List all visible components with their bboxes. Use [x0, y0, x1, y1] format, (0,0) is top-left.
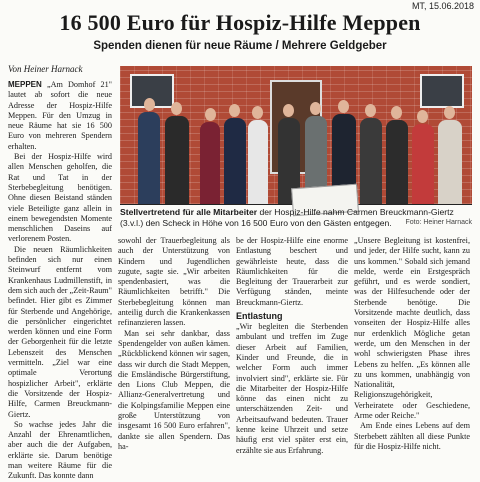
paragraph: So wachse jedes Jahr die Anzahl der Ehrenamtlichen, aber auch die der Aufgaben, erklärte sie. Darum benötige man weitere Räume für die Zukunft. Das konnte dann [8, 419, 112, 481]
paragraph: „Am Domhof 21" lautet ab sofort die neue Adresse der Hospiz-Hilfe Meppen. Für den Umzug in neue Räume hat sie 16 500 Euro von mehreren Spendern erhalten. [8, 80, 112, 151]
paragraph: „Wir begleiten die Sterbenden ambulant und treffen im Zuge dieser Arbeit auf Familien, Kinder und Freunde, die in welcher Form auch immer involviert sind", erklärte sie. Für die Mitarbeiter der Hospiz-Hilfe könne das einen nicht zu unterschätzenden Zeit- und Arbeitsaufwand bedeuten. Trauer kenne keine Uhrzeit und setze häufig erst viel später erst ein, erzählte sie aus Erfahrung. [236, 322, 348, 455]
column-3 [236, 236, 348, 464]
caption-text: der Hospiz-Hilfe nahm Carmen Breuckmann-Giertz (3.v.l.) den Scheck in Höhe von 16 500 Euro von den Gästen entgegen. [120, 207, 454, 228]
section-heading: Entlastung [236, 311, 283, 322]
caption-lead: Stellvertretend für alle Mitarbeiter [120, 207, 258, 217]
column-1 [8, 80, 112, 481]
column-2 [118, 236, 230, 464]
paragraph: Am Ende eines Lebens auf dem Sterbebett zählten all diese Punkte für die Hospiz-Hilfe nicht. [354, 421, 470, 451]
paragraph: Die neuen Räumlichkeiten befinden sich nur einen Steinwurf entfernt vom Krankenhaus Ludmillenstift, in dem sich auch der „Zeit-Raum" befindet. Hier gibt es Zimmer für Sterbende und Angehörige, die persönlicher eingerichtet werden können und eine Form der Geborgenheit für die letzte Lebenszeit des Menschen vermitteln. „Ziel war eine optimale Verortung hospizlicher Arbeit", erklärte die Vorsitzende der Hospiz-Hilfe, Carmen Breuckmann-Giertz. [8, 244, 112, 419]
subheadline: Spenden dienen für neue Räume / Mehrere Geldgeber [93, 40, 387, 52]
date-line: MT, 15.06.2018 [411, 1, 474, 11]
dateline: MEPPEN [8, 80, 42, 89]
paragraph: be der Hospiz-Hilfe eine enorme Entlastung beschert und gewährleiste heute, dass die Räumlichkeiten für die Begleitung der Trauerarbeit zur Verfügung ständen, meinte Breuckmann-Giertz. [236, 236, 348, 307]
news-photo [120, 66, 472, 205]
source-tag: MT [411, 1, 424, 11]
author-line: Von Heiner Harnack [8, 64, 83, 74]
photo-credit: Foto: Heiner Harnack [405, 219, 472, 226]
paragraph: Man sei sehr dankbar, dass Spendengelder von außen kämen. „Rückblickend können wir sagen, dass wir durch die Stadt Meppen, die Emsländische Bürgerstiftung, den Lions Club Meppen, die Allianz-Generalvertretung und die Kolpingsfamilie Meppen eine große Unterstützung von insgesamt 16 500 Euro erfahren", dankte sie allen Spendern. Das ha- [118, 328, 230, 451]
window-right [420, 74, 464, 108]
paragraph: sowohl der Trauerbegleitung als auch der Unterstützung von Kindern und Jugendlichen zugute, sagte sie. „Wir arbeiten spendenbasiert, was die Räumlichkeiten betrifft." Die Sterbebegleitung können man anteilig durch die Krankenkassen refinanzieren lassen. [118, 236, 230, 328]
column-4 [354, 236, 470, 464]
publish-date: 15.06.2018 [428, 1, 474, 11]
paragraph: „Unsere Begleitung ist kostenfrei, und jeder, der Hilfe sucht, kann zu uns kommen." Sobald sich jemand melde, werde ein Erstgespräch geführt, und es werde sondiert, was der Hilfesuchende oder der Sterbende benötige. Die Vorsitzende machte deutlich, dass vonseiten der Hospiz-Hilfe alles nur erdenklich Mögliche getan werde, um den Menschen in der wohl schwierigsten Phase ihres Lebens zu helfen. „Es können alle zu uns kommen, unabhängig von Nationalität, Religionszugehörigkeit, Verheiratete oder Geschiedene, Arme oder Reiche." [354, 236, 470, 421]
paragraph: Bei der Hospiz-Hilfe wird allen Menschen geholfen, die Rat und Tat in der Sterbebegleitung benötigen. Ohne diesen Beistand ständen viele Beteiligte ganz allein in einem bewegendsten Momente menschlichen Daseins auf verlorenem Posten. [8, 152, 112, 244]
headline: 16 500 Euro für Hospiz-Hilfe Meppen [59, 10, 421, 35]
